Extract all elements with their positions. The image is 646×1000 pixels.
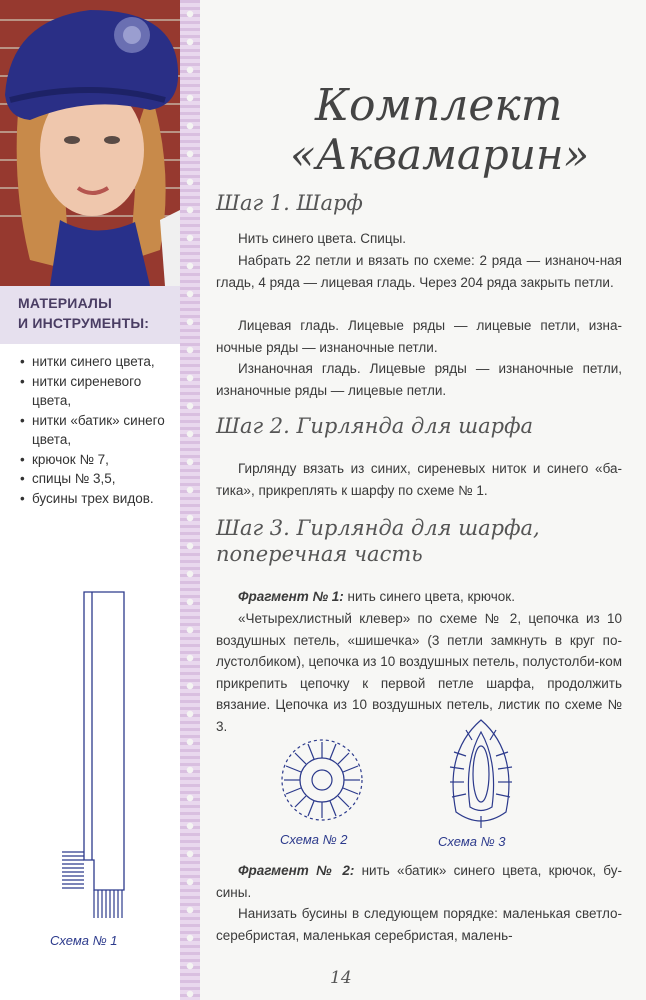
fragment2-paragraph <box>216 860 622 903</box>
step1-paragraph-2: Набрать 22 петли и вязать по схеме: 2 ряда — изнаноч-ная гладь, 4 ряда — лицевая гладь. Через 204 ряда закрыть петли. <box>216 253 622 290</box>
step1-heading: Шаг 1. Шарф <box>216 191 363 215</box>
list-item: цвета, <box>32 393 72 408</box>
fragment1-paragraph <box>216 586 622 608</box>
page-title-line1: Комплект <box>315 80 563 131</box>
step1-paragraph-1: Нить синего цвета. Спицы. <box>238 231 407 246</box>
step3-heading-line2: поперечная часть <box>216 542 423 566</box>
list-item: • нитки «батик» синего <box>20 411 180 431</box>
sidebar <box>0 0 180 1000</box>
step3-paragraph-4: Нанизать бусины в следующем порядке: маленькая светло-серебристая, маленькая серебристая, малень- <box>216 906 622 943</box>
model-photo <box>0 0 180 286</box>
list-item: • крючок № 7, <box>20 450 180 470</box>
scheme-1-caption: Схема № 1 <box>50 933 118 948</box>
fragment1-text: нить синего цвета, крючок. <box>343 589 515 604</box>
step2-heading: Шаг 2. Гирлянда для шарфа <box>216 414 534 438</box>
materials-list <box>20 352 180 508</box>
step2-paragraph-1: Гирлянду вязать из синих, сиреневых ниток и синего «ба-тика», прикреплять к шарфу по схеме № 1. <box>216 461 622 498</box>
list-item: • нитки синего цвета, <box>20 352 180 372</box>
step3-paragraph-2: «Четырехлистный клевер» по схеме № 2, цепочка из 10 воздушных петель, «шишечка» (3 петли замкнуть в круг по-лустолбиком), цепочка из 10 воздушных петель, полустолби-ком прикрепить цепочку к первой петле шарфа, продолжить вязание. Цепочка из 10 воздушных петель, листик по схеме № 3. <box>216 611 622 734</box>
page-title-line2: «Аквамарин» <box>290 130 590 179</box>
fragment2-text: нить «батик» синего цвета, крючок, бу-сины. <box>216 863 622 900</box>
list-item: • нитки сиреневого <box>20 372 180 392</box>
scheme-1-diagram <box>56 590 136 920</box>
list-item: • бусины трех видов. <box>20 489 180 509</box>
page-number: 14 <box>330 968 352 988</box>
list-item: • спицы № 3,5, <box>20 469 180 489</box>
step1-paragraph-4: Изнаночная гладь. Лицевые ряды — изнаночные петли, изнаночные ряды — лицевые петли. <box>216 361 622 398</box>
scheme-2-diagram <box>272 730 372 830</box>
materials-title-line2: И ИНСТРУМЕНТЫ: <box>18 315 150 331</box>
step3-heading-line1: Шаг 3. Гирлянда для шарфа, <box>216 516 540 540</box>
materials-title-line1: МАТЕРИАЛЫ <box>18 295 112 311</box>
page-edge-holes <box>183 0 197 1000</box>
scheme-3-caption: Схема № 3 <box>438 834 506 849</box>
step1-paragraph-3: Лицевая гладь. Лицевые ряды — лицевые петли, изна-ночные ряды — изнаночные петли. <box>216 318 622 355</box>
materials-header <box>0 286 180 344</box>
scheme-2-caption: Схема № 2 <box>280 832 348 847</box>
fragment1-label: Фрагмент № 1: <box>238 589 344 604</box>
fragment2-label: Фрагмент № 2: <box>238 863 355 878</box>
scheme-3-diagram <box>436 712 526 832</box>
list-item: цвета, <box>32 432 72 447</box>
